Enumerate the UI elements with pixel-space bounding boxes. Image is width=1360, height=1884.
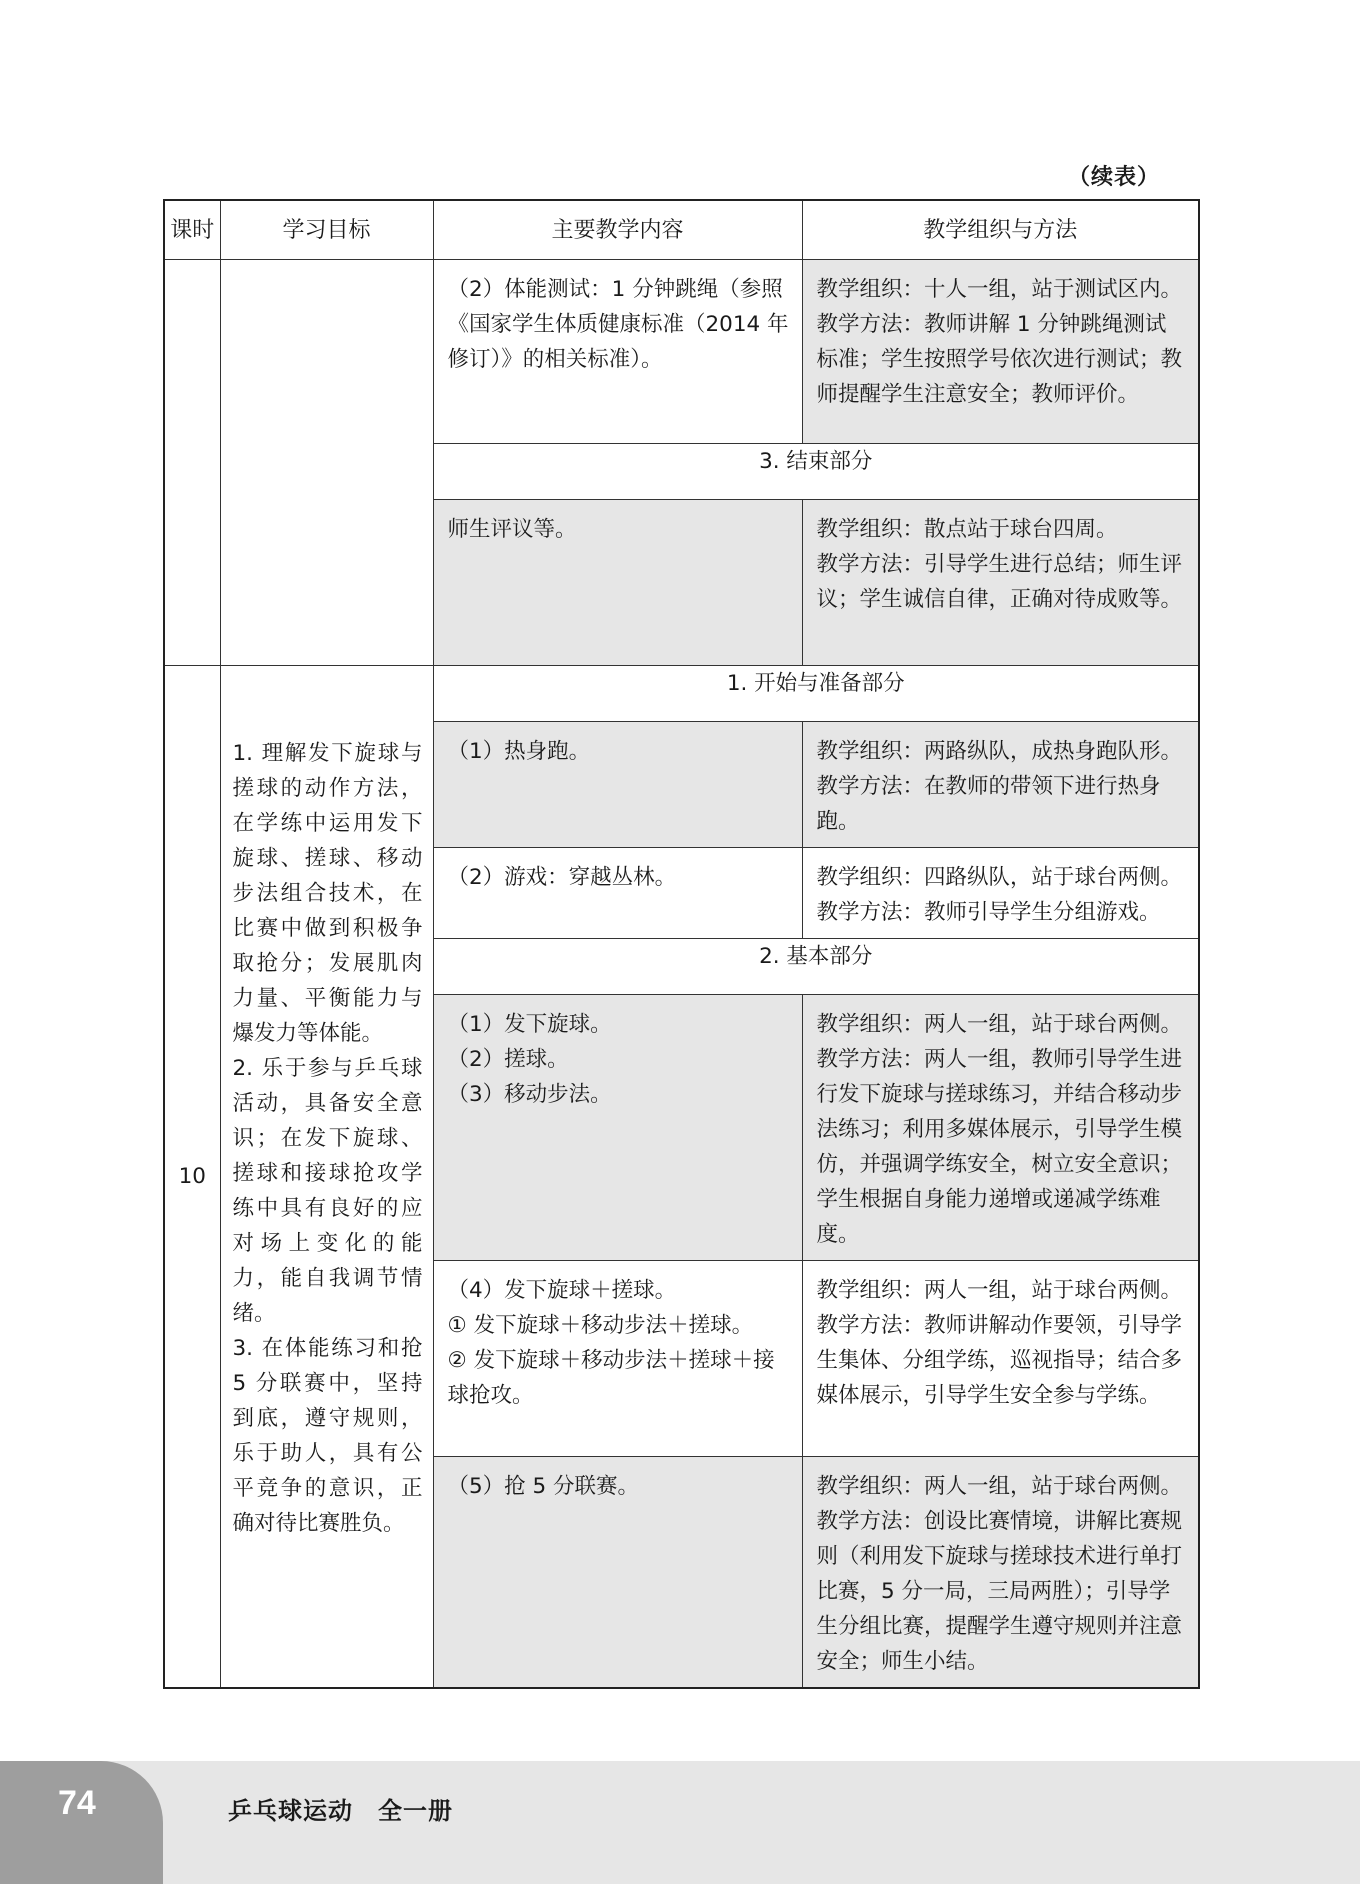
table-header-row <box>164 200 1199 260</box>
method-cell: 教学组织：十人一组，站于测试区内。 教学方法：教师讲解 1 分钟跳绳测试标准；学生按照学号依次进行测试；教师提醒学生注意安全；教师评价。 <box>802 260 1199 444</box>
content-cell: （1）发下旋球。 （2）搓球。 （3）移动步法。 <box>433 995 802 1261</box>
continued-label: （续表） <box>1067 165 1160 190</box>
page-number: 74 <box>58 1784 96 1822</box>
header-methods: 教学组织与方法 <box>802 200 1199 260</box>
header-period: 课时 <box>164 200 220 260</box>
content-cell: （2）游戏：穿越丛林。 <box>433 848 802 939</box>
lesson-plan-table <box>163 199 1200 1689</box>
period-cell-empty <box>164 260 220 666</box>
method-cell: 教学组织：两人一组，站于球台两侧。 教学方法：教师讲解动作要领，引导学生集体、分组学练，巡视指导；结合多媒体展示，引导学生安全参与学练。 <box>802 1261 1199 1457</box>
section-title-end: 3. 结束部分 <box>433 444 1199 500</box>
content-cell: （2）体能测试：1 分钟跳绳（参照《国家学生体质健康标准（2014 年修订）》的相关标准）。 <box>433 260 802 444</box>
method-cell: 教学组织：散点站于球台四周。 教学方法：引导学生进行总结；师生评议；学生诚信自律，正确对待成败等。 <box>802 500 1199 666</box>
section-title-start: 1. 开始与准备部分 <box>433 666 1199 722</box>
objectives-cell: 1. 理解发下旋球与搓球的动作方法，在学练中运用发下旋球、搓球、移动步法组合技术，在比赛中做到积极争取抢分；发展肌肉力量、平衡能力与爆发力等体能。 2. 乐于参与乒乓球活动，具备安全意识；在发下旋球、搓球和接球抢攻学练中具有良好的应对场上变化的能力，能自我调节情绪。 3. 在体能练习和抢 5 分联赛中，坚持到底，遵守规则，乐于助人，具有公平竞争的意识，正确对待比赛胜负。 <box>220 666 433 1689</box>
footer-band <box>0 1761 1360 1884</box>
content-cell: （5）抢 5 分联赛。 <box>433 1457 802 1689</box>
method-cell: 教学组织：两人一组，站于球台两侧。 教学方法：创设比赛情境，讲解比赛规则（利用发下旋球与搓球技术进行单打比赛，5 分一局，三局两胜）；引导学生分组比赛，提醒学生遵守规则并注意安全；师生小结。 <box>802 1457 1199 1689</box>
content-cell: 师生评议等。 <box>433 500 802 666</box>
method-cell: 教学组织：两人一组，站于球台两侧。 教学方法：两人一组，教师引导学生进行发下旋球与搓球练习，并结合移动步法练习；利用多媒体展示，引导学生模仿，并强调学练安全，树立安全意识；学生根据自身能力递增或递减学练难度。 <box>802 995 1199 1261</box>
content-cell: （1）热身跑。 <box>433 722 802 848</box>
table-row <box>164 260 1199 444</box>
objectives-cell-empty <box>220 260 433 666</box>
period-cell: 10 <box>164 666 220 1689</box>
header-objectives: 学习目标 <box>220 200 433 260</box>
section-row <box>164 666 1199 722</box>
method-cell: 教学组织：四路纵队，站于球台两侧。 教学方法：教师引导学生分组游戏。 <box>802 848 1199 939</box>
content-cell: （4）发下旋球＋搓球。 ① 发下旋球＋移动步法＋搓球。 ② 发下旋球＋移动步法＋搓球＋接球抢攻。 <box>433 1261 802 1457</box>
section-title-basic: 2. 基本部分 <box>433 939 1199 995</box>
book-title: 乒乓球运动 全一册 <box>228 1797 453 1825</box>
method-cell: 教学组织：两路纵队，成热身跑队形。 教学方法：在教师的带领下进行热身跑。 <box>802 722 1199 848</box>
header-content: 主要教学内容 <box>433 200 802 260</box>
